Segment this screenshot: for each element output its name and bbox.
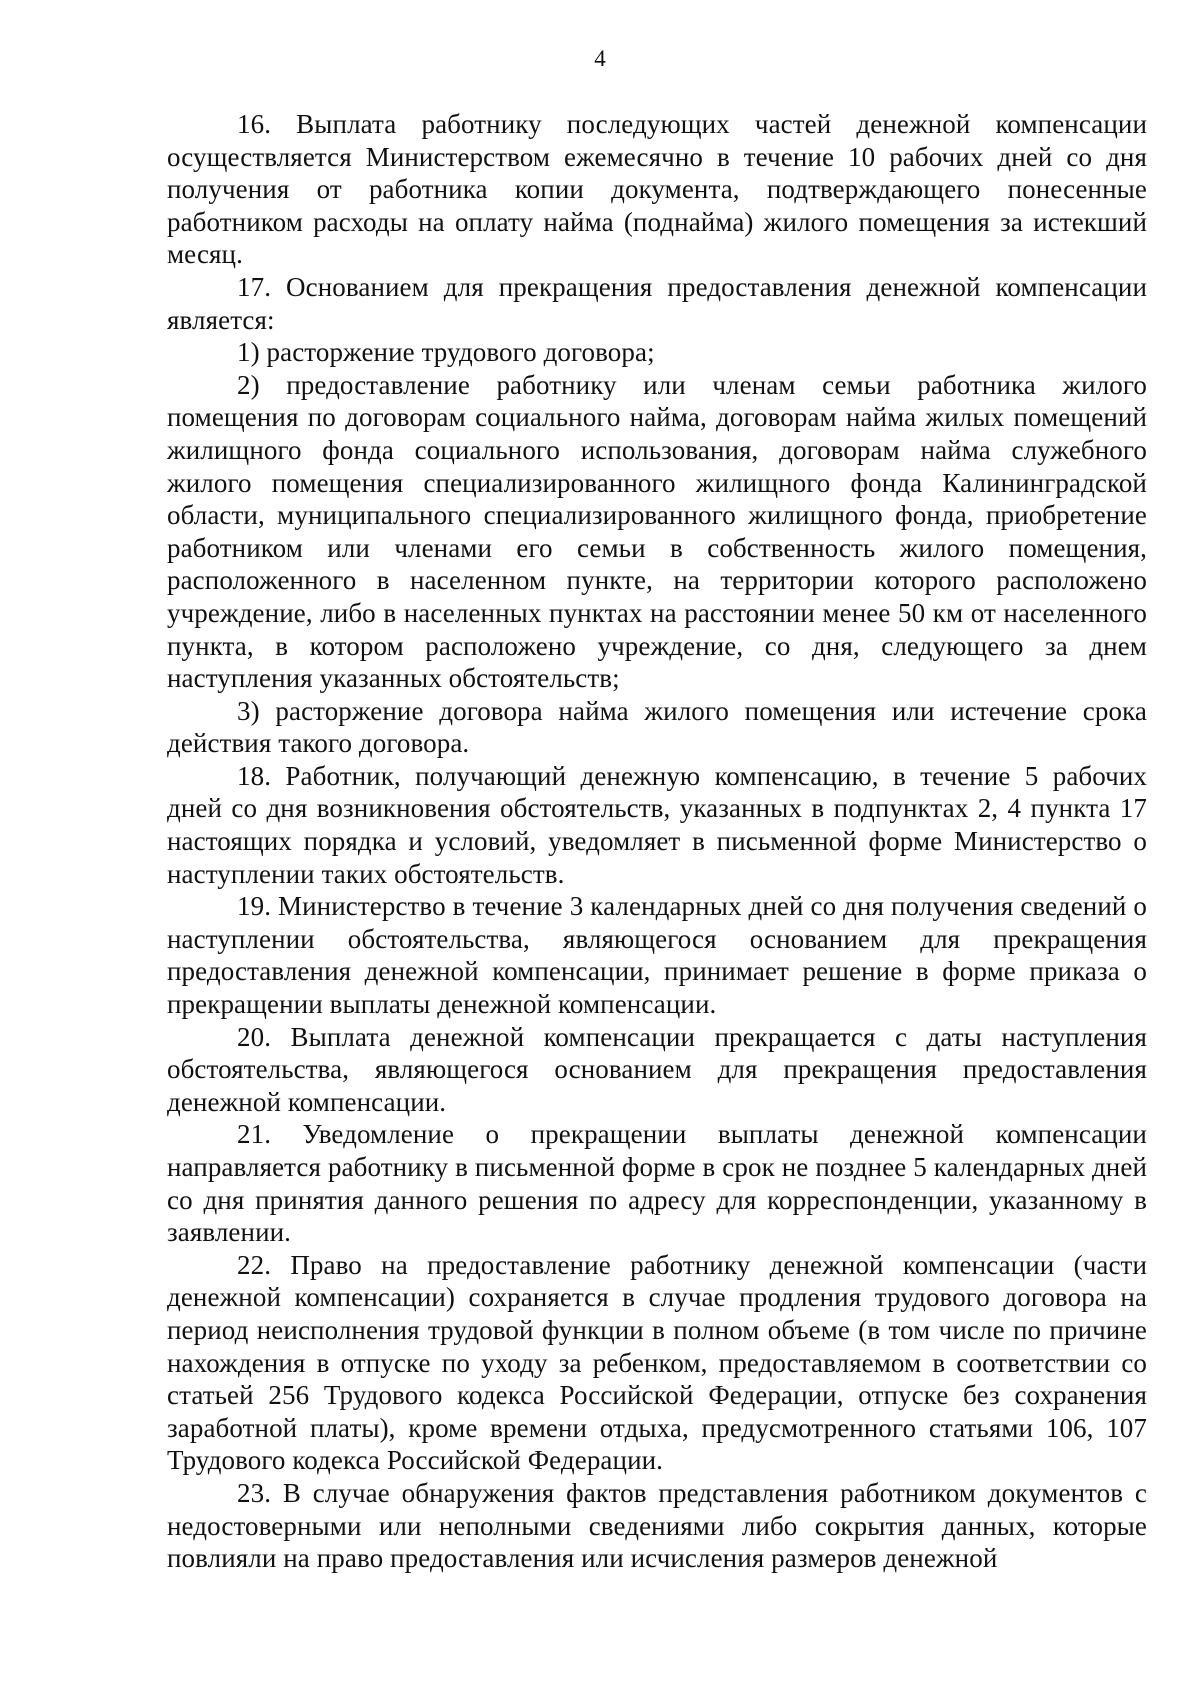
- paragraph-17-item-2: 2) предоставление работнику или членам семьи работника жилого помещения по договорам социального найма, договорам найма жилых помещений жилищного фонда социального использования, договорам найма служебного жилого помещения специализированного жилищного фонда Калининградской области, муниципального специализированного жилищного фонда, приобретение работником или членами его семьи в собственность жилого помещения, расположенного в населенном пункте, на территории которого расположено учреждение, либо в населенных пунктах на расстоянии менее 50 км от населенного пункта, в котором расположено учреждение, со дня, следующего за днем наступления указанных обстоятельств;: [167, 369, 1147, 694]
- paragraph-19: 19. Министерство в течение 3 календарных дней со дня получения сведений о наступлении обстоятельства, являющегося основанием для прекращения предоставления денежной компенсации, принимает решение в форме приказа о прекращении выплаты денежной компенсации.: [167, 891, 1147, 1020]
- paragraph-17-item-1: 1) расторжение трудового договора;: [237, 337, 655, 368]
- paragraph-23: 23. В случае обнаружения фактов представления работником документов с недостоверными или неполными сведениями либо сокрытия данных, которые повлияли на право предоставления или исчисления размеров денежной: [167, 1477, 1147, 1574]
- paragraph-20: 20. Выплата денежной компенсации прекращается с даты наступления обстоятельства, являющегося основанием для прекращения предоставления денежной компенсации.: [167, 1021, 1147, 1117]
- paragraph-17-item-3: 3) расторжение договора найма жилого помещения или истечение срока действия такого договора.: [167, 695, 1147, 759]
- paragraph-22: 22. Право на предоставление работнику денежной компенсации (части денежной компенсации) сохраняется в случае продления трудового договора на период неисполнения трудовой функции в полном объеме (в том числе по причине нахождения в отпуске по уходу за ребенком, предоставляемом в соответствии со статьей 256 Трудового кодекса Российской Федерации, отпуске без сохранения заработной платы), кроме времени отдыха, предусмотренного статьями 106, 107 Трудового кодекса Российской Федерации.: [167, 1249, 1147, 1476]
- paragraph-18: 18. Работник, получающий денежную компенсацию, в течение 5 рабочих дней со дня возникновения обстоятельств, указанных в подпунктах 2, 4 пункта 17 настоящих порядка и условий, уведомляет в письменной форме Министерство о наступлении таких обстоятельств.: [167, 760, 1147, 889]
- paragraph-21: 21. Уведомление о прекращении выплаты денежной компенсации направляется работнику в письменной форме в срок не позднее 5 календарных дней со дня принятия данного решения по адресу для корреспонденции, указанному в заявлении.: [167, 1119, 1147, 1248]
- page-number: 4: [594, 46, 606, 71]
- paragraph-17: 17. Основанием для прекращения предоставления денежной компенсации является:: [167, 271, 1147, 335]
- paragraph-16: 16. Выплата работнику последующих частей денежной компенсации осуществляется Министерством ежемесячно в течение 10 рабочих дней со дня получения от работника копии документа, подтверждающего понесенные работником расходы на оплату найма (поднайма) жилого помещения за истекший месяц.: [167, 109, 1147, 270]
- document-body: [167, 108, 1147, 1575]
